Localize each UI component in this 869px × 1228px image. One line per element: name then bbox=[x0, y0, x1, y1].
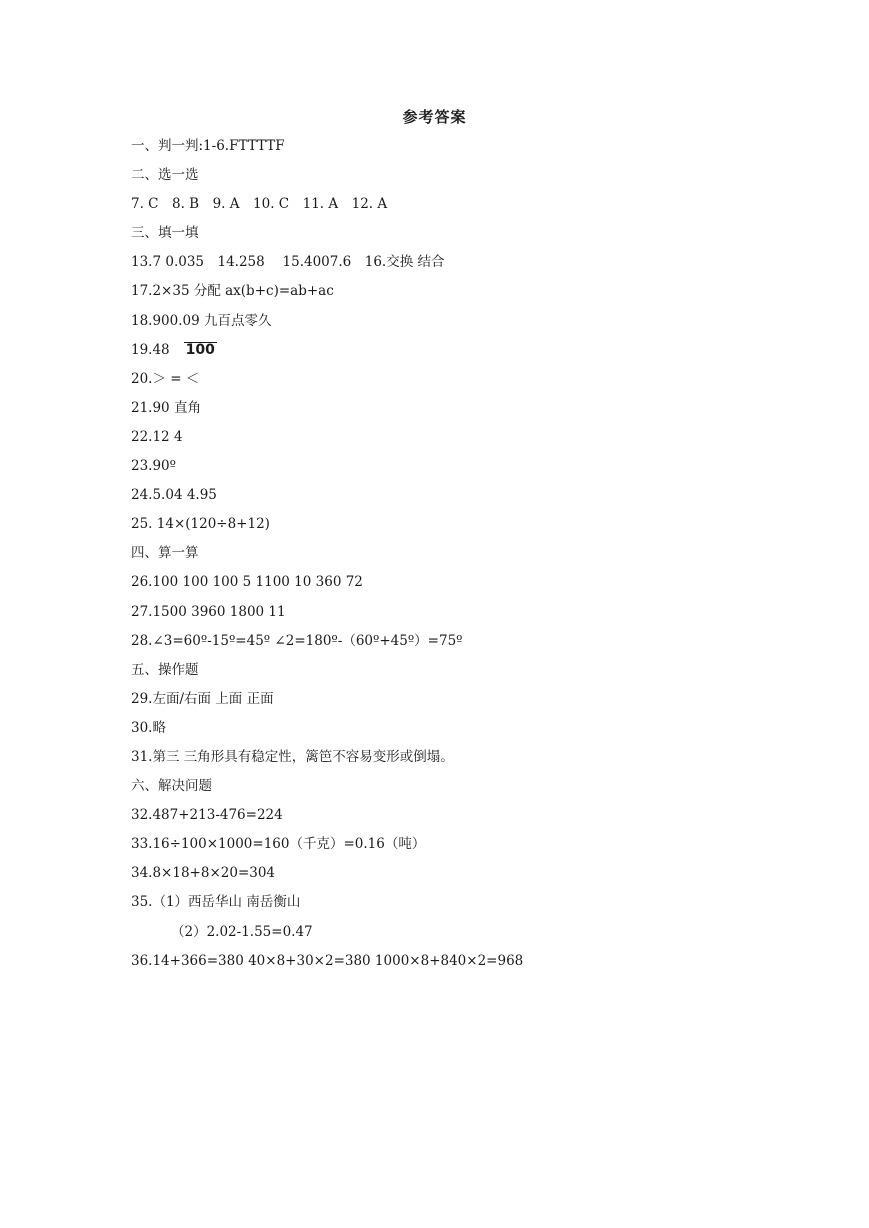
answer-line: （2）2.02-1.55=0.47 bbox=[171, 923, 313, 940]
answer-line: 29.左面/右面 上面 正面 bbox=[131, 690, 274, 707]
answer-line: 36.14+366=380 40×8+30×2=380 1000×8+840×2=968 bbox=[131, 952, 524, 969]
answer-line: 18.900.09 九百点零久 bbox=[131, 312, 272, 329]
section-heading: 二、选一选 bbox=[131, 167, 199, 184]
answer-line: 26.100 100 100 5 1100 10 360 72 bbox=[131, 574, 363, 591]
answer-line: 24.5.04 4.95 bbox=[131, 487, 217, 504]
answer-line: 35.（1）西岳华山 南岳衡山 bbox=[131, 894, 301, 911]
answer-line: 7. C 8. B 9. A 10. C 11. A 12. A bbox=[131, 196, 388, 213]
answer-line: 34.8×18+8×20=304 bbox=[131, 865, 276, 882]
answer-line: 23.90º bbox=[131, 458, 176, 475]
overlined-number: 100 bbox=[185, 342, 215, 359]
answer-line: 28.∠3=60º-15º=45º ∠2=180º-（60º+45º）=75º bbox=[131, 632, 463, 649]
page-title: 参考答案 bbox=[402, 108, 467, 126]
answer-line: 27.1500 3960 1800 11 bbox=[131, 603, 286, 620]
answer-line: 25. 14×(120÷8+12) bbox=[131, 516, 270, 533]
answer-line: 22.12 4 bbox=[131, 428, 183, 445]
answer-line: 21.90 直角 bbox=[131, 399, 201, 416]
answer-line: 33.16÷100×1000=160（千克）=0.16（吨） bbox=[131, 836, 426, 853]
section-heading: 三、填一填 bbox=[131, 225, 199, 242]
section-heading: 五、操作题 bbox=[131, 661, 199, 678]
answer-list bbox=[131, 136, 831, 980]
answer-line: 30.略 bbox=[131, 719, 166, 736]
section-heading: 四、算一算 bbox=[131, 545, 199, 562]
section-heading: 六、解决问题 bbox=[131, 778, 212, 795]
answer-line: 17.2×35 分配 ax(b+c)=ab+ac bbox=[131, 283, 334, 300]
answer-line bbox=[131, 340, 831, 369]
answer-line: 31.第三 三角形具有稳定性，篱笆不容易变形或倒塌。 bbox=[131, 748, 454, 765]
answer-line: 20.＞ = ＜ bbox=[131, 370, 200, 387]
answer-line: 13.7 0.035 14.258 15.4007.6 16.交换 结合 bbox=[131, 254, 445, 271]
answer-line: 32.487+213-476=224 bbox=[131, 807, 283, 824]
answer-text: 19.48 bbox=[131, 341, 170, 358]
section-heading: 一、判一判:1-6.FTTTTF bbox=[131, 138, 285, 154]
